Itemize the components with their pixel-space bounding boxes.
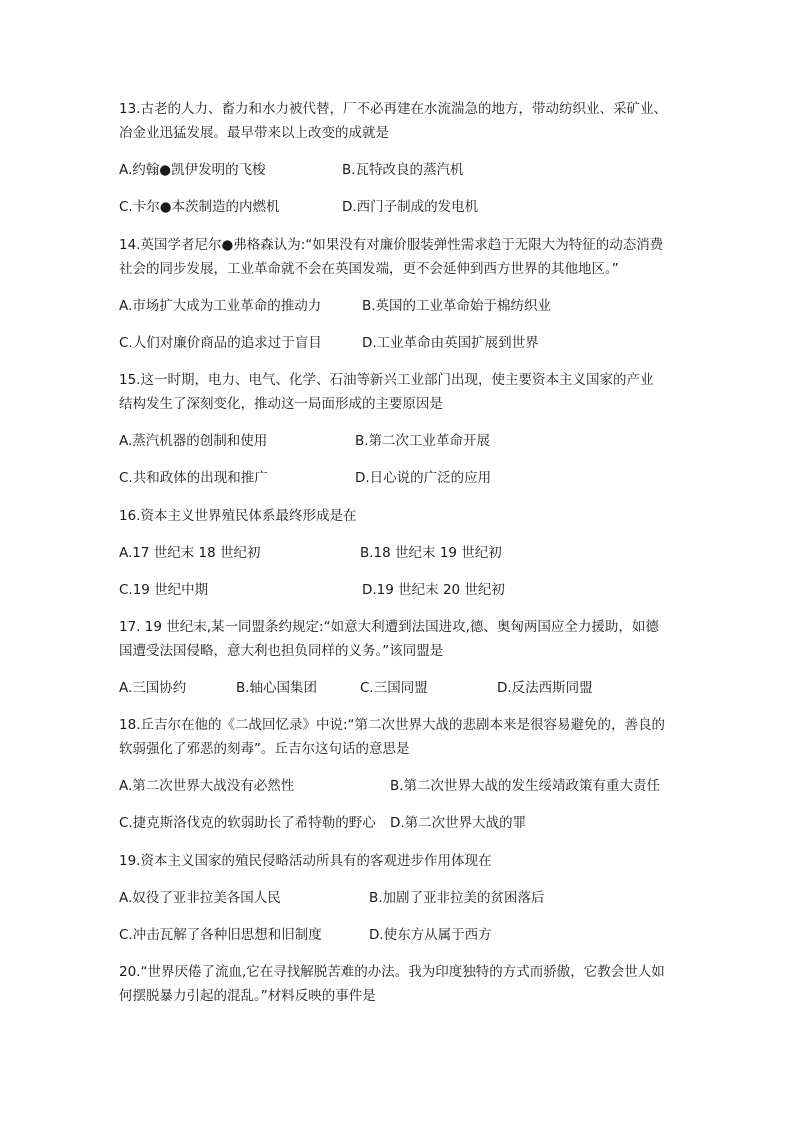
question-14-stem-line-1: 14.英国学者尼尔●弗格森认为:“如果没有对廉价服装弹性需求趋于无限大为特征的动态消费 <box>119 237 664 253</box>
question-16-option-a: A.17 世纪末 18 世纪初 <box>119 545 261 561</box>
question-18-option-c: C.捷克斯洛伐克的软弱助长了希特勒的野心 <box>119 815 376 831</box>
question-17-option-a: A.三国协约 <box>119 680 187 696</box>
question-17-stem-line-1: 17. 19 世纪末,某一同盟条约规定:“如意大利遭到法国进攻,德、奥匈两国应全力援助，如德 <box>119 619 659 635</box>
question-15-option-a: A.蒸汽机器的创制和使用 <box>119 433 268 449</box>
question-14-option-d: D.工业革命由英国扩展到世界 <box>362 335 539 351</box>
question-16-option-c: C.19 世纪中期 <box>119 582 209 598</box>
question-14-stem-line-2: 社会的同步发展，工业革命就不会在英国发端，更不会延伸到西方世界的其他地区。” <box>119 261 619 277</box>
question-13-option-d: D.西门子制成的发电机 <box>342 199 479 215</box>
question-15-option-d: D.日心说的广泛的应用 <box>355 470 492 486</box>
question-19-option-c: C.冲击瓦解了各种旧思想和旧制度 <box>119 927 322 943</box>
question-16-stem-line-1: 16.资本主义世界殖民体系最终形成是在 <box>119 508 357 524</box>
question-17-option-c: C.三国同盟 <box>360 680 428 696</box>
question-18-option-b: B.第二次世界大战的发生绥靖政策有重大责任 <box>390 778 661 794</box>
question-13-stem-line-1: 13.古老的人力、畜力和水力被代替，厂不必再建在水流湍急的地方，带动纺织业、采矿业、 <box>119 101 667 117</box>
question-16-option-b: B.18 世纪末 19 世纪初 <box>360 545 502 561</box>
question-18-stem-line-1: 18.丘吉尔在他的《二战回忆录》中说:“第二次世界大战的悲剧本来是很容易避免的，善良的 <box>119 717 666 733</box>
question-19-stem-line-1: 19.资本主义国家的殖民侵略活动所具有的客观进步作用体现在 <box>119 853 492 869</box>
question-15-option-b: B.第二次工业革命开展 <box>355 433 491 449</box>
question-18-option-a: A.第二次世界大战没有必然性 <box>119 778 295 794</box>
question-19-option-b: B.加剧了亚非拉美的贫困落后 <box>369 890 545 906</box>
question-19-option-d: D.使东方从属于西方 <box>369 927 492 943</box>
question-15-stem-line-1: 15.这一时期，电力、电气、化学、石油等新兴工业部门出现，使主要资本主义国家的产业 <box>119 372 654 388</box>
question-16-option-d: D.19 世纪末 20 世纪初 <box>362 582 505 598</box>
question-14-option-c: C.人们对廉价商品的追求过于盲目 <box>119 335 322 351</box>
question-17-option-b: B.轴心国集团 <box>236 680 318 696</box>
question-17-stem-line-2: 国遭受法国侵略，意大利也担负同样的义务。”该同盟是 <box>119 643 444 659</box>
question-18-stem-line-2: 软弱强化了邪恶的刻毒”。丘吉尔这句话的意思是 <box>119 741 410 757</box>
question-14-option-a: A.市场扩大成为工业革命的推动力 <box>119 298 322 314</box>
question-17-option-d: D.反法西斯同盟 <box>497 680 593 696</box>
question-13-option-a: A.约翰●凯伊发明的飞梭 <box>119 162 266 178</box>
question-13-option-c: C.卡尔●本茨制造的内燃机 <box>119 199 280 215</box>
question-13-stem-line-2: 冶金业迅猛发展。最早带来以上改变的成就是 <box>119 125 389 141</box>
question-15-option-c: C.共和政体的出现和推广 <box>119 470 268 486</box>
question-15-stem-line-2: 结构发生了深刻变化，推动这一局面形成的主要原因是 <box>119 396 443 412</box>
question-20-stem-line-1: 20.“世界厌倦了流血,它在寻找解脱苦难的办法。我为印度独特的方式而骄傲，它教会世人如 <box>119 964 665 980</box>
question-14-option-b: B.英国的工业革命始于棉纺织业 <box>362 298 552 314</box>
question-19-option-a: A.奴役了亚非拉美各国人民 <box>119 890 281 906</box>
question-13-option-b: B.瓦特改良的蒸汽机 <box>342 162 464 178</box>
question-20-stem-line-2: 何摆脱暴力引起的混乱。”材料反映的事件是 <box>119 988 376 1004</box>
question-18-option-d: D.第二次世界大战的罪 <box>390 815 527 831</box>
